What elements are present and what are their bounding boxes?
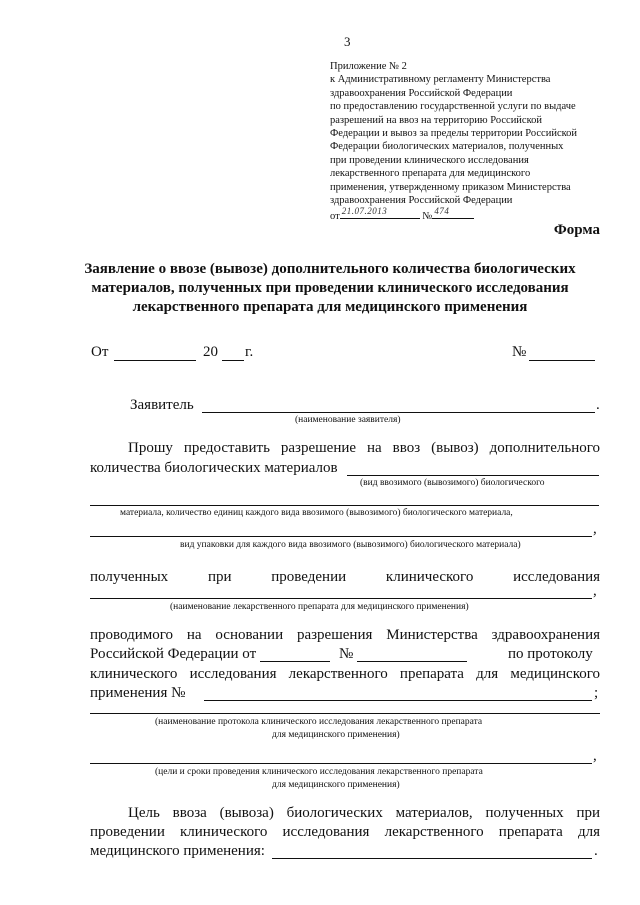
number-prefix: № (422, 211, 433, 223)
permission-number-blank[interactable] (357, 661, 467, 662)
appendix-line: к Административному регламенту Министерства (330, 74, 551, 86)
appendix-line: Приложение № 2 (330, 61, 407, 72)
conducted-line-3: клинического исследования лекарственного препарата для медицинского (90, 666, 600, 682)
year-blank[interactable] (222, 360, 244, 361)
purpose-line-2: проведении клинического исследования лекарственного препарата для (90, 824, 600, 840)
order-number-handwritten: 474 (434, 206, 450, 217)
appendix-line: Федерации биологических материалов, полученных (330, 141, 564, 153)
appendix-line: по предоставлению государственной услуги по выдаче (330, 101, 576, 113)
conducted-line-2a: Российской Федерации от (90, 646, 257, 662)
conducted-caption-2a: (цели и сроки проведения клинического исследования лекарственного препарата (155, 767, 483, 777)
appendix-line: при проведении клинического исследования (330, 154, 529, 166)
from-label: От (91, 344, 109, 360)
request-caption-1: (вид ввозимого (вывозимого) биологического (360, 478, 545, 488)
permission-date-blank[interactable] (260, 661, 330, 662)
request-line-1: Прошу предоставить разрешение на ввоз (вывоз) дополнительного (128, 440, 600, 456)
order-date-row (330, 207, 577, 223)
material-blank-2[interactable] (90, 505, 599, 506)
applicant-caption: (наименование заявителя) (295, 415, 401, 425)
conducted-caption-1b: для медицинского применения) (272, 730, 400, 740)
protocol-number-blank[interactable] (204, 700, 592, 701)
protocol-name-blank[interactable] (90, 713, 600, 714)
obtained-caption: (наименование лекарственного препарата для медицинского применения) (170, 602, 469, 612)
purpose-line-3: медицинского применения: (90, 843, 265, 859)
number-blank[interactable] (529, 360, 595, 361)
conducted-line-1: проводимого на основании разрешения Министерства здравоохранения (90, 627, 600, 643)
material-blank-3[interactable] (90, 536, 592, 537)
order-date-line (340, 207, 420, 219)
year-prefix: 20 (203, 344, 218, 360)
appendix-line: лекарственного препарата для медицинского (330, 168, 531, 180)
appendix-line: Федерации и вывоз за пределы территории Российской (330, 128, 578, 140)
appendix-line: здравоохранения Российской Федерации (330, 87, 513, 99)
applicant-blank[interactable] (202, 412, 595, 413)
obtained-line (90, 569, 600, 586)
date-blank[interactable] (114, 360, 196, 361)
year-suffix: г. (245, 344, 254, 360)
request-caption-3: вид упаковки для каждого вида ввозимого (вывозимого) биологического материала) (180, 540, 521, 550)
conducted-caption-2b: для медицинского применения) (272, 780, 400, 790)
obtained-word: полученных (90, 569, 169, 585)
purpose-blank[interactable] (272, 858, 592, 859)
conducted-caption-1a: (наименование протокола клинического исследования лекарственного препарата (155, 717, 483, 727)
purpose-line-1: Цель ввоза (вывоза) биологических материалов, полученных при (128, 805, 600, 821)
obtained-word: исследования (513, 569, 601, 585)
obtained-comma: , (593, 583, 597, 599)
drug-name-blank[interactable] (90, 598, 592, 599)
order-number-line (432, 207, 474, 219)
conducted-line-2b: № (339, 646, 354, 662)
obtained-word: клинического (385, 569, 474, 585)
purpose-end: . (594, 843, 598, 859)
page-number: 3 (344, 34, 351, 49)
request-caption-2: материала, количество единиц каждого вида ввозимого (вывозимого) биологического материала, (120, 508, 513, 518)
applicant-end: . (596, 397, 600, 413)
obtained-word: проведении (271, 569, 347, 585)
document-title: Заявление о ввозе (вывозе) дополнительного количества биологических материалов, полученных при проведении клинического исследования лекарственного препарата для медицинского применения (84, 261, 576, 315)
request-comma: , (593, 521, 597, 537)
appendix-block (330, 60, 577, 224)
material-kind-blank[interactable] (347, 475, 599, 476)
form-label: Форма (553, 222, 600, 238)
request-line-2: количества биологических материалов (90, 460, 338, 476)
conducted-line-2c: по протоколу (508, 646, 593, 662)
purpose-terms-blank[interactable] (90, 763, 592, 764)
number-label: № (512, 344, 527, 360)
order-date-handwritten: 21.07.2013 (341, 206, 388, 217)
date-prefix: от (330, 211, 340, 223)
obtained-word: при (207, 569, 232, 585)
conducted-comma: , (593, 748, 597, 764)
appendix-line: применения, утвержденному приказом Министерства (330, 181, 571, 193)
conducted-line-4: применения № (90, 685, 186, 701)
applicant-label: Заявитель (130, 397, 194, 413)
conducted-semicolon: ; (594, 685, 599, 701)
appendix-line: разрешений на ввоз на территорию Российской (330, 114, 543, 126)
appendix-line: здравоохранения Российской Федерации (330, 195, 513, 207)
